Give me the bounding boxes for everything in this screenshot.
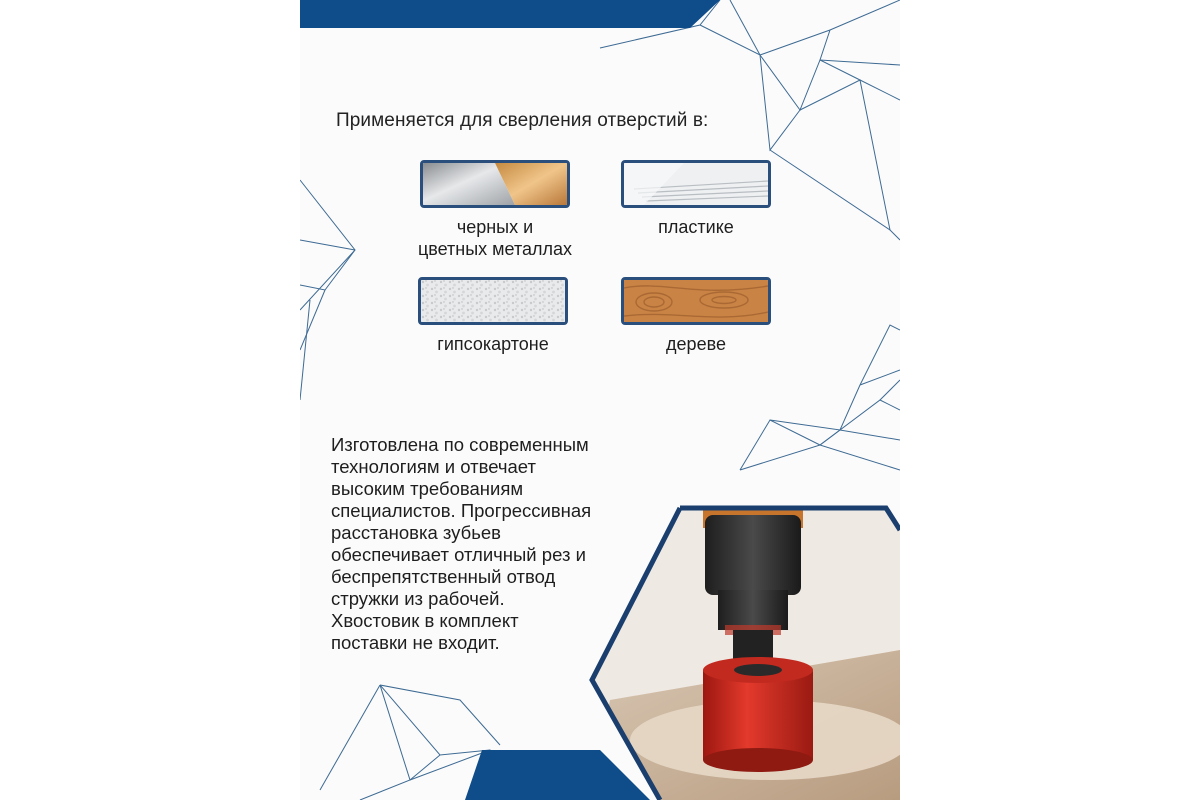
material-label: гипсокартоне (437, 334, 549, 354)
material-label: дереве (666, 334, 726, 354)
usage-heading: Применяется для сверления отверстий в: (336, 110, 709, 131)
product-description: Изготовлена по современным технологиям и отвечает высоким требованиям специалистов. Прогрессивная расстановка зубьев обеспечивает отличный рез и беспрепятственный отвод стружки из рабочей. Хвостовик в комплект поставки не входит. (331, 434, 592, 653)
product-card (300, 0, 900, 800)
material-label: черных и цветных металлах (417, 217, 573, 259)
hole-saw-photo (300, 0, 900, 800)
material-label: пластике (658, 217, 734, 237)
